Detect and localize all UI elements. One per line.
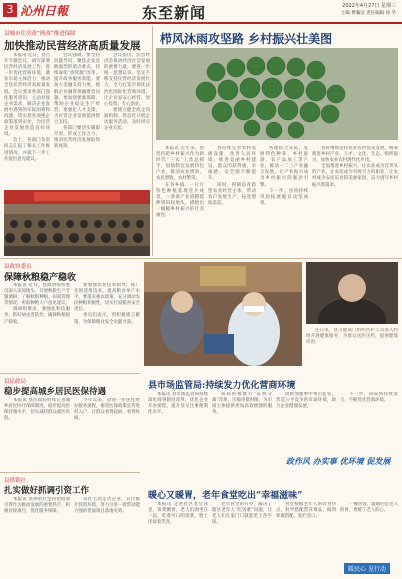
lead-column-1: 本报讯 近日，县召开专题会议，研究部署民营经济发展工作，进一步优化营商环境，激发市场主体活力，推动全县民营经济高质量发展。会议要求各部门强化服务意识，主动对接企业需求，解决企业发展中遇到的实际困难和问题，切实把各项惠企政策落到实处，为民营企业发展创造良好环境。 会上，各部门负责同志汇报了相关工作推进情况，并就下一步工作提出意见建议。: [4, 53, 50, 162]
meeting-photo: [4, 190, 150, 256]
top-story-column-4: 县将继续坚持农业农村优先发展，统筹推进乡村产业、人才、文化、生态、组织振兴，加快农业农村现代化步伐。 全面推进乡村振兴，让农业成为有奔头的产业，让农民成为有吸引力的职业，让农村成为安居乐业的美丽家园，奋力谱写乡村振兴新篇章。: [312, 146, 398, 188]
article-2-column-2: 要加强农业技术指导，推广先进适用技术，提高粮食单产水平。要落实惠农政策，充分调动农民种粮积极性，切实扛稳粮食安全责任。 委员们表示，将积极建言献策，为保障粮食安全贡献力量。: [74, 283, 140, 325]
middle-column-3: 同时加强事中事后监管，营造公平竞争的市场环境，助力企业健康发展。: [276, 392, 336, 410]
article-3-headline: 稳步提高城乡居民医保待遇: [4, 387, 107, 397]
middle-column-1: 本报讯 县市场监管局持续深化商事制度改革，优化企业开办流程，提升登记注册便利化水平。: [148, 392, 208, 416]
article-3-column-1: 本报讯 县民政局持续完善城乡居民医疗保障制度，稳步提高医保待遇水平，切实减轻群众就医负担。: [4, 398, 70, 422]
section-rule: [0, 472, 140, 473]
middle-column-2: 该局积极推行“证照分离”改革，压缩审批时限，为市场主体提供更加高效便捷的服务。: [212, 392, 272, 416]
page-number: 3: [3, 3, 17, 17]
article-2-column-1: 本报讯 近日，县政协组织委员深入田间地头，开展秋粮生产专题调研，了解秋粮种植、田间管理等情况，听取种粮大户意见建议。 调研组要求，要强化科技服务，抓好病虫害防治，确保秋粮稳产稳收。: [4, 283, 70, 325]
top-story-column-1: 本报讯 近年来，县坚持把乡村振兴作为新时代“三农”工作总抓手，因地制宜发展特色产业，推动农业增效、农民增收、农村繁荣。 在各乡镇，一片片特色种植基地连片成景，一条条产业道路延伸到田间地头，描绘出一幅幅乡村振兴的壮美画卷。: [156, 146, 204, 219]
lead-column-2: 会议强调，要坚持问题导向，聚焦企业反映强烈的堵点难点，持续深化“放管服”改革，提升政务服务效能。要加大金融支持力度，缓解企业融资难融资贵问题。要加强要素保障，帮助企业稳定生产经营。要强化人才支撑，为民营企业发展提供智力支持。 各部门要切实履职尽责，形成工作合力，推动民营经济发展取得新成效。: [54, 53, 100, 150]
article-4-column-1: 本报讯 县供销社坚持把招商引资作为推动发展的重要抓手，积极对接项目，优化服务保障。: [4, 497, 70, 515]
lead-column-3: 会议指出，民营经济是推动经济社会发展的重要力量，要进一步统一思想认识，坚定不移支持民营经济发展壮大，全力打造市场化法治化国际化营商环境，让企业家安心经营、放心投资、专心创业。 要建立健全政企沟通机制，常态化开展走访服务活动，及时回应企业关切。: [104, 53, 150, 132]
top-story-headline: 栉风沐雨攻坚路 乡村振兴壮美图: [160, 32, 333, 46]
health-visit-photo: [144, 262, 302, 366]
bottom-column-4: 一餐热饭，温暖的是老人的胃，更暖了老人的心。: [340, 502, 398, 514]
middle-headline: 县市场监管局:持续发力优化营商环境: [148, 381, 296, 391]
article-3-column-2: 今年以来，县进一步优化经办服务流程，推进医保政策宣传进村入户，让群众看得起病、看得好病。: [74, 398, 140, 422]
fields-aerial-photo: [156, 48, 398, 140]
column-divider: [152, 26, 153, 256]
lead-headline: 加快推动民营经济高质量发展: [4, 40, 141, 52]
section-rule: [0, 258, 402, 259]
top-story-column-3: 各地结合实际，发展特色种养、乡村旅游、农产品加工等产业，推动一二三产业融合发展，让产业振兴成为乡村振兴的强劲引擎。 下一步，县将持续巩固拓展脱贫攻坚成果。: [260, 146, 308, 206]
section-rule: [0, 373, 140, 374]
section-title: 东至新闻: [142, 4, 207, 22]
paper-logo: 沁州日報: [20, 4, 69, 18]
middle-column-4: 下一步，该局将持续发力，不断优化营商环境。: [340, 392, 398, 404]
article-4-headline: 扎实做好抓调引资工作: [4, 486, 90, 496]
bottom-column-3: 食堂根据老年人的饮食特点，科学搭配营养菜品，做到荤素搭配、软烂适口。: [276, 502, 336, 520]
issue-date: 2022年4月27日 星期三: [342, 3, 396, 9]
bottom-column-1: 本报讯 走进社区老年食堂，饭菜飘香，老人们围坐在一起，吃着可口的饭菜，脸上洋溢着笑容。: [148, 502, 208, 526]
slogan-banner: 政作风 办实事 优环境 促发展: [286, 456, 391, 466]
top-story-column-2: 县持续完善农村基础设施，改善人居环境，推进美丽乡村建设，群众的获得感、幸福感、安全感不断提升。 同时，积极培育新型农业经营主体，带动农户发展生产，拓宽增收渠道。: [208, 146, 256, 206]
article-4-kicker: 县供销社: [4, 478, 27, 484]
portrait-caption: 连日来，县卫健部门组织医护人员深入村组开展健康服务，为群众送医送药，提供健康咨询。: [306, 328, 398, 346]
bottom-column-2: 老年食堂的开办，解决了辖区老年人“吃饭难”问题，让老人们在家门口就能吃上热乎饭。: [212, 502, 272, 526]
article-4-column-2: 该社主动走访企业，宣传推介投资环境，努力引进一批带动能力强的优质项目落地见效。: [74, 497, 140, 515]
portrait-photo: [306, 262, 398, 324]
article-3-kicker: 县民政局: [4, 379, 27, 385]
bottom-headline: 暖心又暖胃，老年食堂吃出“幸福滋味”: [148, 491, 303, 501]
article-2-kicker: 县政协委员: [4, 264, 32, 270]
masthead: [0, 0, 402, 24]
editor-line: 主编 曹瀚洁 责任编辑 徐 华: [340, 11, 396, 16]
article-2-headline: 保障秋粮稳产稳收: [4, 273, 77, 283]
corner-tag: 暖民心 见行动: [344, 563, 390, 574]
lead-kicker: 县城市住房改“两改”推进保障: [4, 31, 76, 37]
